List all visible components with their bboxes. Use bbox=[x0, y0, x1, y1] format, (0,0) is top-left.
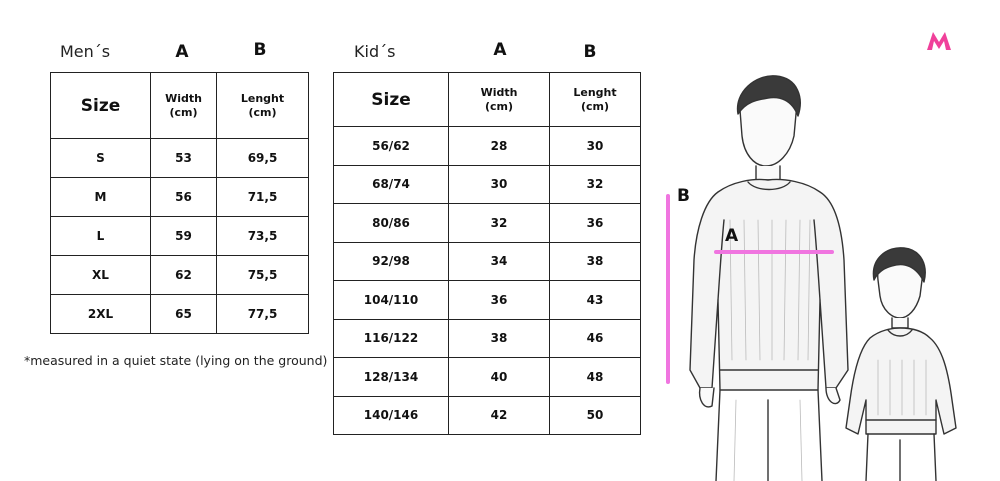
length-cell: 43 bbox=[550, 281, 641, 320]
width-cell: 65 bbox=[151, 295, 217, 334]
size-cell: 116/122 bbox=[334, 319, 449, 358]
table-row bbox=[334, 319, 641, 358]
mens-header-width bbox=[151, 73, 217, 139]
length-cell: 36 bbox=[550, 204, 641, 243]
width-cell: 36 bbox=[449, 281, 550, 320]
table-row bbox=[51, 178, 309, 217]
mens-header-length-unit: (cm) bbox=[248, 105, 277, 119]
width-cell: 30 bbox=[449, 165, 550, 204]
adult-and-child-sweater-illustration bbox=[660, 70, 990, 481]
width-cell: 62 bbox=[151, 256, 217, 295]
length-cell: 71,5 bbox=[217, 178, 309, 217]
table-row bbox=[51, 295, 309, 334]
kids-header-length bbox=[550, 73, 641, 127]
kids-header-length-unit: (cm) bbox=[580, 99, 610, 113]
table-row bbox=[334, 242, 641, 281]
table-row bbox=[334, 358, 641, 397]
brand-logo bbox=[925, 28, 953, 58]
size-cell: 2XL bbox=[51, 295, 151, 334]
kids-caption: Kid´s bbox=[354, 42, 396, 61]
length-cell: 50 bbox=[550, 396, 641, 435]
kids-col-a-label: A bbox=[493, 40, 507, 60]
mens-header-size: Size bbox=[51, 73, 151, 139]
size-cell: S bbox=[51, 139, 151, 178]
kids-header-width bbox=[449, 73, 550, 127]
size-cell: 92/98 bbox=[334, 242, 449, 281]
length-cell: 38 bbox=[550, 242, 641, 281]
mens-col-b-label: B bbox=[253, 40, 267, 60]
kids-header-width-unit: (cm) bbox=[484, 99, 514, 113]
size-cell: 80/86 bbox=[334, 204, 449, 243]
length-cell: 69,5 bbox=[217, 139, 309, 178]
kids-header-size: Size bbox=[334, 73, 449, 127]
width-cell: 32 bbox=[449, 204, 550, 243]
length-cell: 46 bbox=[550, 319, 641, 358]
table-row bbox=[51, 256, 309, 295]
kids-header-width-label: Width bbox=[480, 85, 518, 99]
size-cell: XL bbox=[51, 256, 151, 295]
width-cell: 34 bbox=[449, 242, 550, 281]
table-row bbox=[334, 165, 641, 204]
size-cell: M bbox=[51, 178, 151, 217]
figure-label-a: A bbox=[725, 226, 739, 246]
mens-header-row bbox=[51, 73, 309, 139]
width-cell: 28 bbox=[449, 127, 550, 166]
measurement-note: *measured in a quiet state (lying on the ground) bbox=[24, 353, 328, 368]
size-cell: 128/134 bbox=[334, 358, 449, 397]
mens-header-width-unit: (cm) bbox=[169, 105, 198, 119]
mens-header-width-label: Width bbox=[165, 91, 202, 105]
width-cell: 40 bbox=[449, 358, 550, 397]
size-cell: 140/146 bbox=[334, 396, 449, 435]
kids-header-length-label: Lenght bbox=[573, 85, 617, 99]
size-cell: 68/74 bbox=[334, 165, 449, 204]
kids-header-row bbox=[334, 73, 641, 127]
length-cell: 73,5 bbox=[217, 217, 309, 256]
mens-col-a-label: A bbox=[175, 42, 189, 62]
child-figure bbox=[846, 248, 956, 481]
width-cell: 59 bbox=[151, 217, 217, 256]
adult-figure bbox=[690, 76, 848, 481]
mens-header-length-label: Lenght bbox=[240, 91, 285, 105]
mens-header-length bbox=[217, 73, 309, 139]
size-cell: 56/62 bbox=[334, 127, 449, 166]
width-cell: 53 bbox=[151, 139, 217, 178]
width-cell: 56 bbox=[151, 178, 217, 217]
width-cell: 38 bbox=[449, 319, 550, 358]
figure-label-b: B bbox=[677, 186, 690, 206]
length-cell: 32 bbox=[550, 165, 641, 204]
length-cell: 48 bbox=[550, 358, 641, 397]
width-cell: 42 bbox=[449, 396, 550, 435]
brand-logo-icon bbox=[925, 28, 953, 52]
table-row bbox=[334, 127, 641, 166]
length-cell: 77,5 bbox=[217, 295, 309, 334]
table-row bbox=[334, 281, 641, 320]
length-cell: 30 bbox=[550, 127, 641, 166]
size-cell: L bbox=[51, 217, 151, 256]
table-row bbox=[334, 396, 641, 435]
mens-size-table bbox=[50, 72, 309, 334]
size-cell: 104/110 bbox=[334, 281, 449, 320]
mens-caption: Men´s bbox=[60, 42, 111, 61]
kids-col-b-label: B bbox=[583, 42, 597, 62]
length-cell: 75,5 bbox=[217, 256, 309, 295]
table-row bbox=[51, 139, 309, 178]
table-row bbox=[51, 217, 309, 256]
table-row bbox=[334, 204, 641, 243]
kids-size-table bbox=[333, 72, 641, 435]
